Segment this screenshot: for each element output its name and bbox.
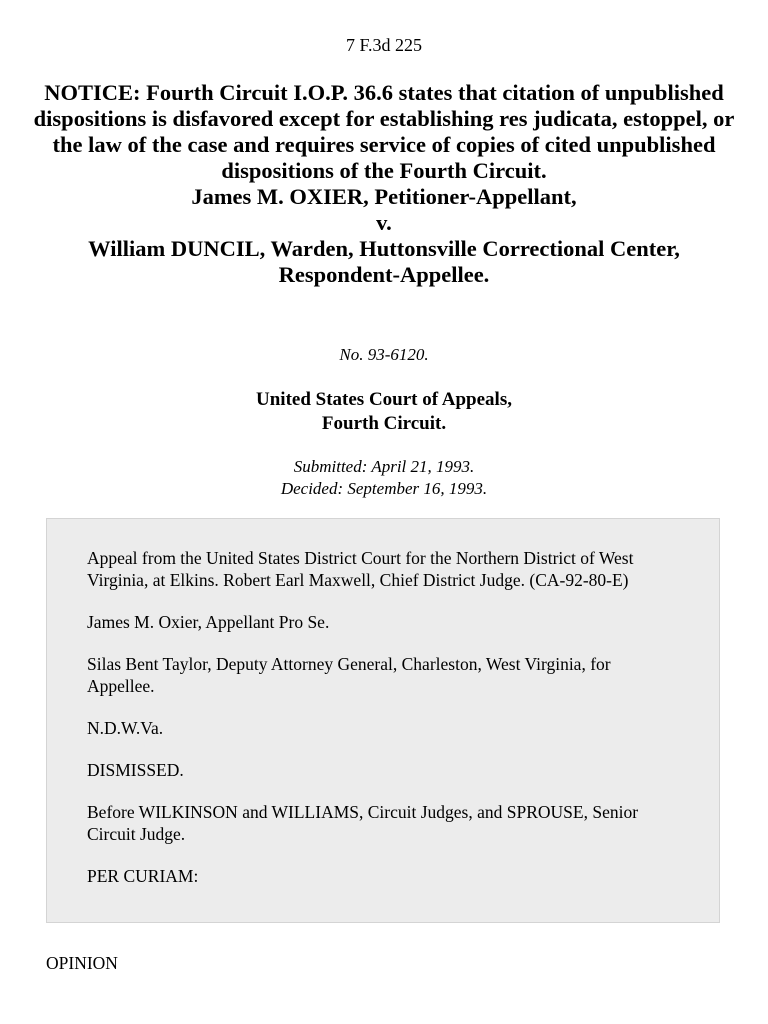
appellee-counsel: Silas Bent Taylor, Deputy Attorney General, Charleston, West Virginia, for Appellee. (87, 654, 611, 696)
appeal-from: Appeal from the United States District Court for the Northern District of West Virginia, at Elkins. Robert Earl Maxwell, Chief District Judge. (CA-92-80-E) (87, 548, 634, 590)
case-title (30, 80, 738, 288)
court-name-line2: Fourth Circuit. (321, 413, 447, 434)
petitioner-name: James M. OXIER, Petitioner-Appellant, (191, 184, 577, 209)
docket-number: No. 93-6120. (339, 345, 429, 364)
disposition: DISMISSED. (87, 760, 184, 780)
versus: v. (376, 210, 392, 235)
district-abbreviation: N.D.W.Va. (87, 718, 164, 738)
respondent-name: William DUNCIL, Warden, Huttonsville Correctional Center, Respondent-Appellee. (88, 236, 680, 287)
per-curiam: PER CURIAM: (87, 866, 199, 886)
panel-judges: Before WILKINSON and WILLIAMS, Circuit Judges, and SPROUSE, Senior Circuit Judge. (87, 802, 639, 844)
court-name (0, 388, 768, 436)
case-info-box (46, 518, 720, 923)
opinion-heading: OPINION (46, 953, 118, 973)
court-name-line1: United States Court of Appeals, (256, 389, 512, 410)
unpublished-notice: NOTICE: Fourth Circuit I.O.P. 36.6 states that citation of unpublished dispositions is disfavored except for establishing res judicata, estoppel, or the law of the case and requires service of copies of cited unpublished dispositions of the Fourth Circuit. (33, 80, 735, 183)
appellant-counsel: James M. Oxier, Appellant Pro Se. (87, 612, 330, 632)
decided-date: Decided: September 16, 1993. (280, 479, 488, 498)
submitted-date: Submitted: April 21, 1993. (293, 457, 475, 476)
case-dates (0, 456, 768, 500)
reporter-citation: 7 F.3d 225 (345, 35, 423, 55)
